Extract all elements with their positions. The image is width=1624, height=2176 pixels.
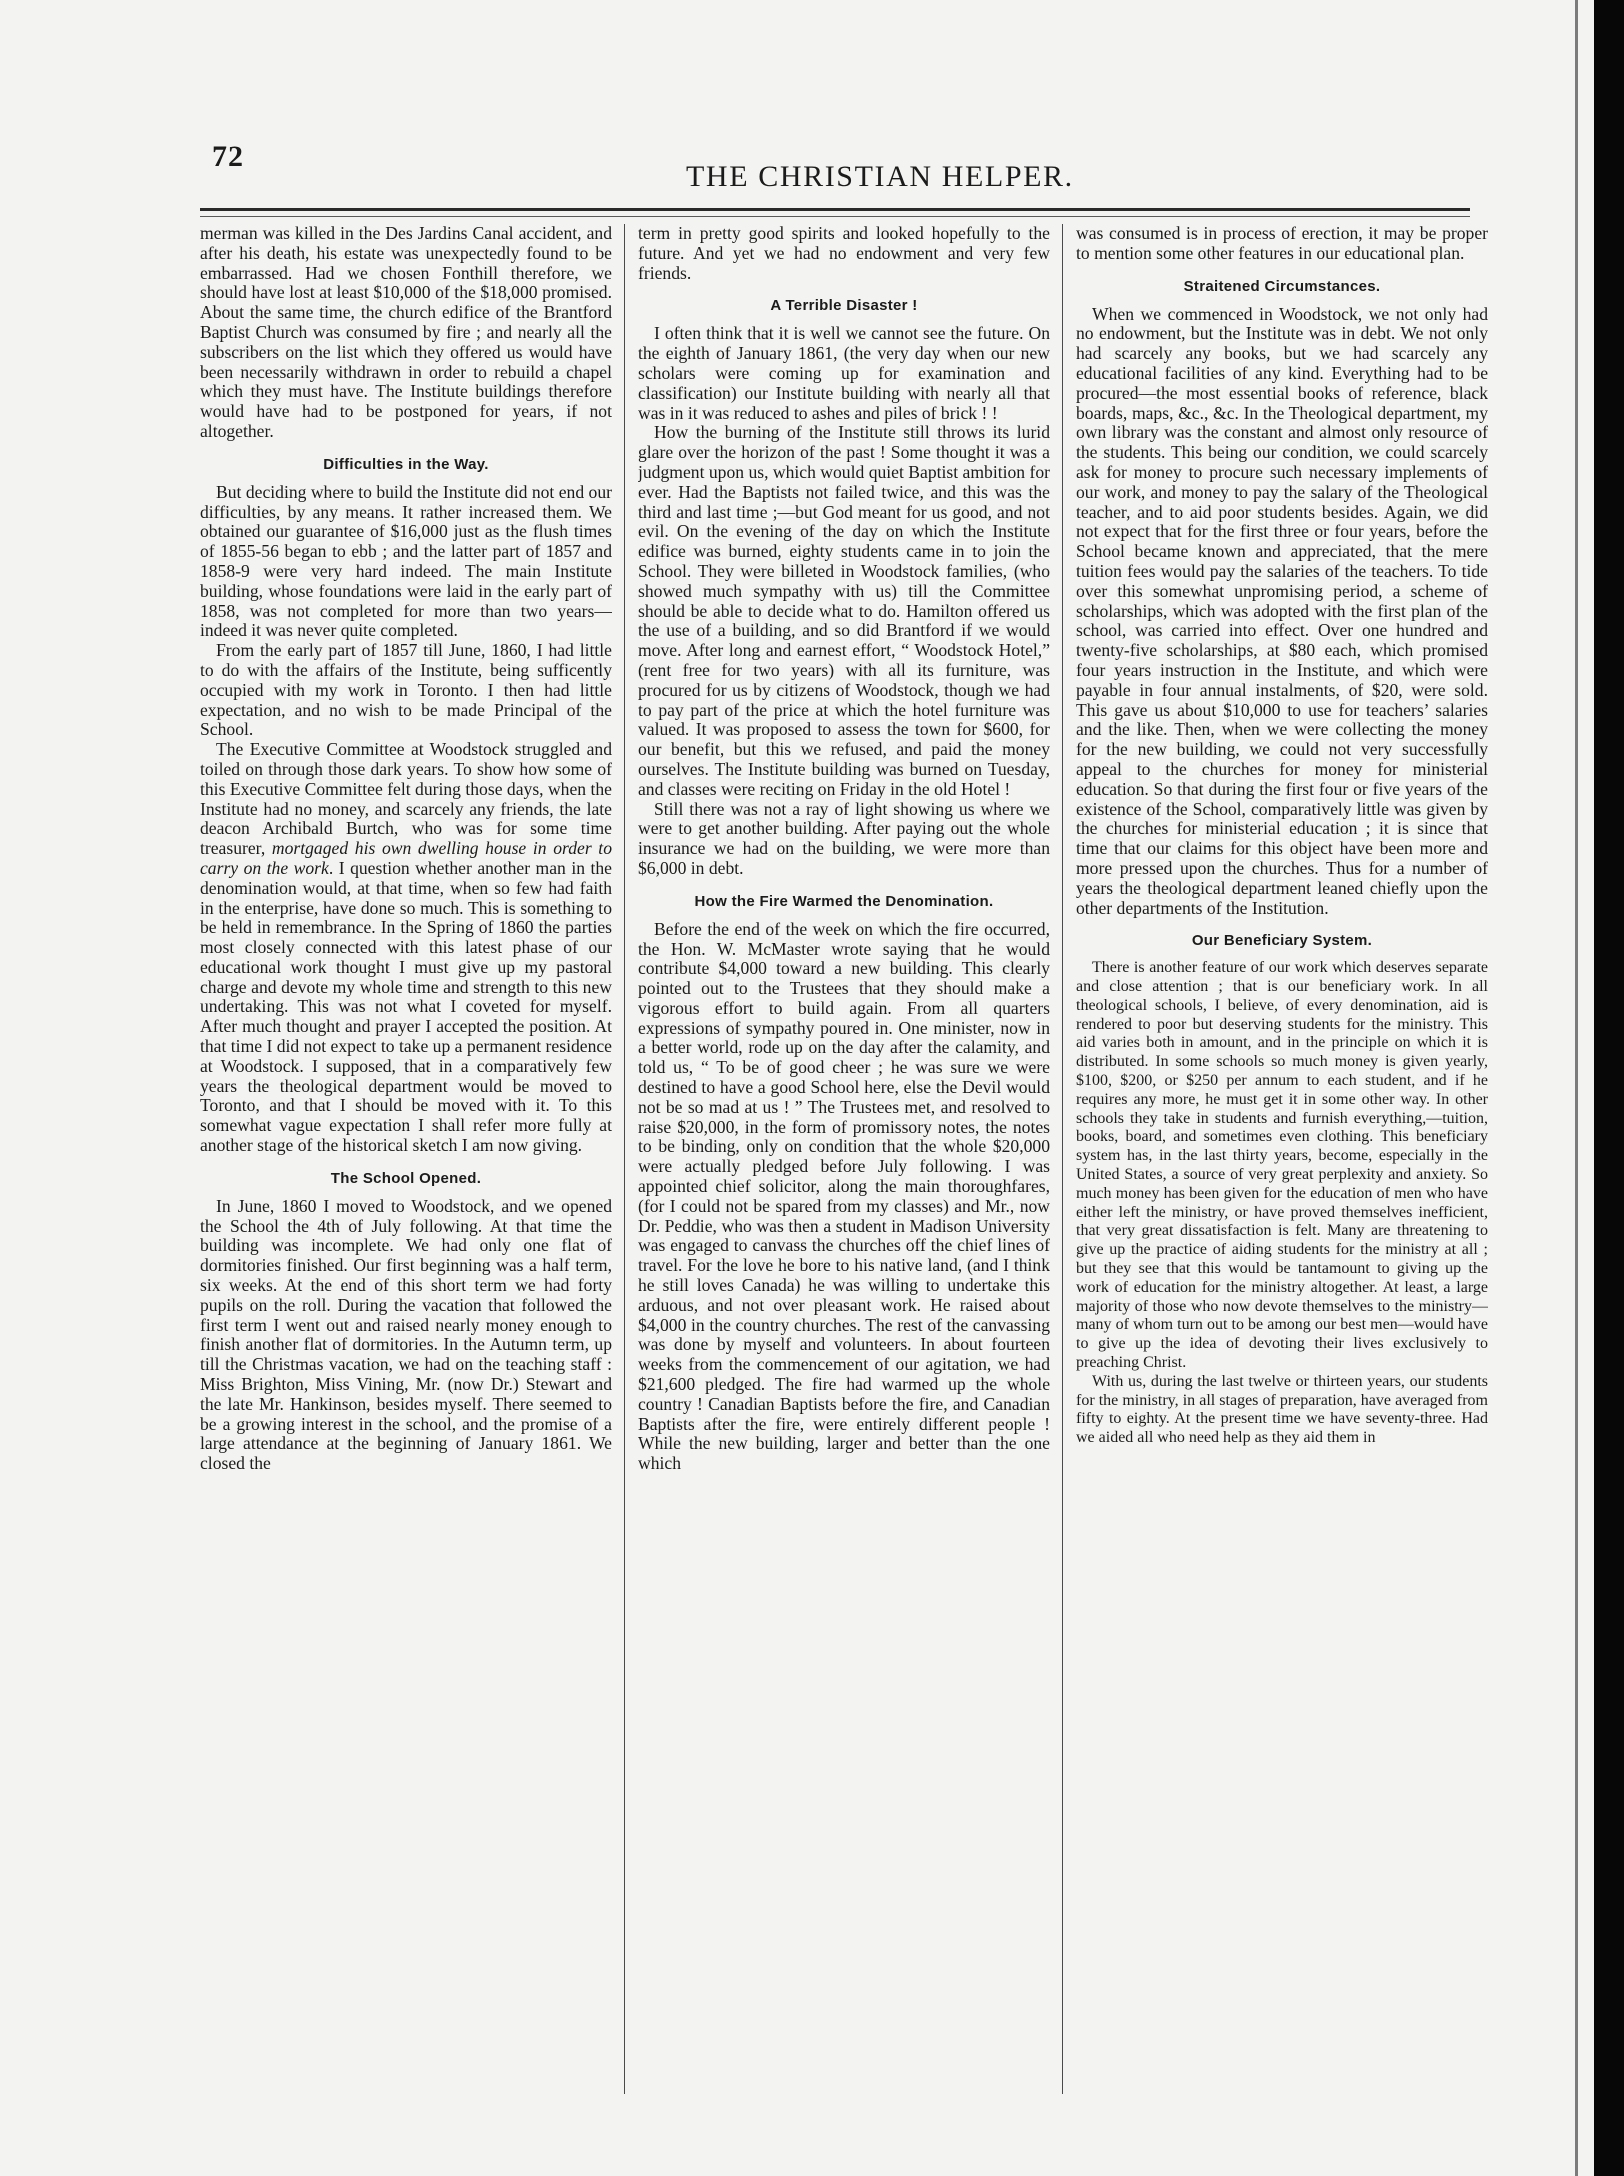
paragraph-continued: term in pretty good spirits and looked hopefully to the future. And yet we had no endowment and very few friends. bbox=[638, 224, 1050, 283]
page-edge-line bbox=[1575, 0, 1578, 2176]
paragraph: Before the end of the week on which the fire occurred, the Hon. W. McMaster wrote saying that he would contribute $4,000 toward a new building. This clearly pointed out to the Trustees that they should make a vigorous effort to build again. From all quarters expressions of sympathy poured in. One minister, now in a better world, rode up on the day after the calamity, and told us, “ To be of good cheer ; he was sure we were destined to have a good School here, else the Devil would not be so mad at us ! ” The Trustees met, and resolved to raise $20,000, in the form of promissory notes, the notes to be binding, only on condition that the whole $20,000 were actually pledged before July following. I was appointed chief solicitor, along the main thoroughfares, (for I could not be spared from my classes) and Mr., now Dr. Peddie, who was then a student in Madison University was engaged to canvass the churches off the chief lines of travel. For the love he bore to his native land, (and I think he still loves Canada) he was willing to undertake this arduous, and not over pleasant work. He raised about $4,000 in the country churches. The rest of the canvassing was done by myself and volunteers. In about fourteen weeks from the commencement of our agitation, we had $21,600 pledged. The fire had warmed up the whole country ! Canadian Baptists before the fire, and Canadian Baptists after the fire, were entirely different people ! While the new building, larger and better than the one which bbox=[638, 918, 1050, 1474]
paragraph-continued: was consumed is in process of erection, it may be proper to mention some other features in our educational plan. bbox=[1076, 224, 1488, 263]
header-rule-thin bbox=[200, 216, 1470, 217]
text-column-2 bbox=[638, 224, 1050, 2090]
page-number: 72 bbox=[212, 140, 244, 173]
paragraph: When we commenced in Woodstock, we not only had no endowment, but the Institute was in debt. We not only had scarcely any books, but we had scarcely any educational facilities of any kind. Everything had to be procured—the most essential books of reference, black boards, maps, &c., &c. In the Theological department, my own library was the constant and almost only resource of the students. This being our condition, we could scarcely ask for money to procure such necessary implements of our work, and money to pay the salary of the Theological teacher, and to aid poor students besides. Again, we did not expect that for the first three or four years, before the School became known and appreciated, that the mere tuition fees would pay the salaries of the teachers. To tide over this somewhat unpromising period, a scheme of scholarships, which was adopted with the first plan of the school, was carried into effect. Over one hundred and twenty-five scholarships, at $80 each, which promised four years instruction in the Institute, and which were payable in four annual instalments, of $20, were sold. This gave us about $10,000 to use for teachers’ salaries and the like. Then, when we were collecting the money for the new building, we could not very successfully appeal to the churches for money for ministerial education. So that during the first four or five years of the existence of the School, comparatively little was given by the churches for ministerial education ; it is since that time that our claims for this object have been more and more pressed upon the churches. Thus for a number of years the theological department leaned chiefly upon the other departments of the Institution. bbox=[1076, 303, 1488, 918]
italic-emphasis: mortgaged his own dwelling house in order to carry on the work bbox=[200, 838, 612, 878]
paragraph-small: There is another feature of our work which deserves separate and close attention ; that is our beneficiary work. In all theological schools, I believe, of every denomination, aid is rendered to poor but deserving students for the ministry. This aid varies both in amount, and in the principle on which it is distributed. In some schools so much money is given yearly, $100, $200, or $250 per annum to each student, and if he requires any more, he must get it in some other way. In other schools they take in students and furnish everything,—tuition, books, board, and sometimes even clothing. This beneficiary system has, in the last thirty years, become, especially in the United States, a source of very great perplexity and anxiety. So much money has been given for the education of men who have either left the ministry, or have proved themselves inefficient, that very great dissatisfaction is felt. Many are threatening to give up the practice of aiding students for the ministry at all ; but they see that this would be tantamount to giving up the work of education for the ministry altogether. At least, a large majority of those who now devote themselves to the ministry—many of whom turn out to be among our best men—would have to give up the idea of devoting their lives exclusively to preaching Christ. bbox=[1076, 959, 1488, 1372]
header-rule-thick bbox=[200, 208, 1470, 211]
section-heading-beneficiary: Our Beneficiary System. bbox=[1191, 932, 1373, 950]
paragraph: Still there was not a ray of light showing us where we were to get another building. After paying out the whole insurance we had on the building, we were more than $6,000 in debt. bbox=[638, 798, 1050, 878]
section-heading-fire-warmed: How the Fire Warmed the Denomination. bbox=[694, 892, 994, 910]
section-heading-school-opened: The School Opened. bbox=[330, 1169, 482, 1187]
column-divider bbox=[1062, 224, 1063, 2094]
paragraph: The Executive Committee at Woodstock struggled and toiled on through those dark years. To show how some of this Executive Committee felt during those days, when the Institute had no money, and scarcely any friends, the late deacon Archibald Burtch, who was for some time treasurer, mortgaged his own dwelling house in order to carry on the work. I question whether another man in the denomination would, at that time, when so few had faith in the enterprise, have done so much. This is something to be held in remembrance. In the Spring of 1860 the parties most closely connected with this latest phase of our educational work thought I must give up my pastoral charge and devote my whole time and strength to this new undertaking. This was not what I coveted for myself. After much thought and prayer I accepted the position. At that time I did not expect to take up a permanent residence at Woodstock. I supposed, that in a comparatively few years the theological department would be moved to Toronto, and that I should be moved with it. To this somewhat vague expectation I shall refer more fully at another stage of the historical sketch I am now giving. bbox=[200, 739, 612, 1156]
paragraph-continued: merman was killed in the Des Jardins Canal accident, and after his death, his estate was unexpectedly found to be embarrassed. Had we chosen Fonthill therefore, we should have lost at least $10,000 of the $18,000 promised. About the same time, the church edifice of the Brantford Baptist Church was consumed by fire ; and nearly all the subscribers on the list which they offered us would have been necessarily withdrawn in order to rebuild a chapel which they must have. The Institute buildings therefore would have had to be postponed for years, if not altogether. bbox=[200, 224, 612, 441]
paragraph: In June, 1860 I moved to Woodstock, and we opened the School the 4th of July following. At that time the building was incomplete. We had only one flat of dormitories finished. Our first beginning was a half term, six weeks. At the end of this short term we had forty pupils on the roll. During the vacation that followed the first term I went out and raised nearly money enough to finish another flat of dormitories. In the Autumn term, up till the Christmas vacation, we had on the teaching staff : Miss Brighton, Miss Vining, Mr. (now Dr.) Stewart and the late Mr. Hankinson, besides myself. There seemed to be a growing interest in the school, and the promise of a large attendance at the beginning of January 1861. We closed the bbox=[200, 1195, 612, 1474]
paragraph: How the burning of the Institute still throws its lurid glare over the horizon of the past ! Some thought it was a judgment upon us, which would quiet Baptist ambition for ever. Had the Baptists not failed twice, and this was the third and last time ;—but God meant for us good, and not evil. On the evening of the day on which the Institute edifice was burned, eighty students came in to join the School. They were billeted in Woodstock families, (who showed much sympathy with us) till the Committee should be able to decide what to do. Hamilton offered us the use of a building, and so did Brantford if we would move. After long and earnest effort, “ Woodstock Hotel,” (rent free for two years) with all its furniture, was procured for us by citizens of Woodstock, though we had to pay part of the price at which the hotel furniture was valued. It was proposed to assess the town for $600, for our benefit, but this we refused, and paid the money ourselves. The Institute building was burned on Tuesday, and classes were reciting on Friday in the old Hotel ! bbox=[638, 422, 1050, 799]
paragraph: I often think that it is well we cannot see the future. On the eighth of January 1861, (the very day when our new scholars were coming up for examination and classification) our Institute building with nearly all that was in it was reduced to ashes and piles of brick ! ! bbox=[638, 323, 1050, 423]
paragraph: But deciding where to build the Institute did not end our difficulties, by any means. It rather increased them. We obtained our guarantee of $16,000 just as the flush times of 1855-56 began to ebb ; and the latter part of 1857 and 1858-9 were very hard indeed. The main Institute building, whose foundations were laid in the early part of 1858, was not completed for more than two years—indeed it was never quite completed. bbox=[200, 481, 612, 641]
section-heading-difficulties: Difficulties in the Way. bbox=[323, 455, 489, 473]
scan-border bbox=[1594, 0, 1624, 2176]
paragraph-small: With us, during the last twelve or thirteen years, our students for the ministry, in all stages of preparation, have averaged from fifty to eighty. At the present time we have seventy-three. Had we aided all who need help as they aid them in bbox=[1076, 1372, 1488, 1447]
text-column-3 bbox=[1076, 224, 1488, 2090]
text-column-1 bbox=[200, 224, 612, 2090]
column-divider bbox=[624, 224, 625, 2094]
paragraph: From the early part of 1857 till June, 1860, I had little to do with the affairs of the Institute, being sufficently occupied with my work in Toronto. I then had little expectation, and no wish to be made Principal of the School. bbox=[200, 640, 612, 740]
section-heading-straitened: Straitened Circumstances. bbox=[1183, 277, 1381, 295]
running-head-title: THE CHRISTIAN HELPER. bbox=[686, 160, 1074, 193]
section-heading-terrible-disaster: A Terrible Disaster ! bbox=[770, 297, 918, 315]
